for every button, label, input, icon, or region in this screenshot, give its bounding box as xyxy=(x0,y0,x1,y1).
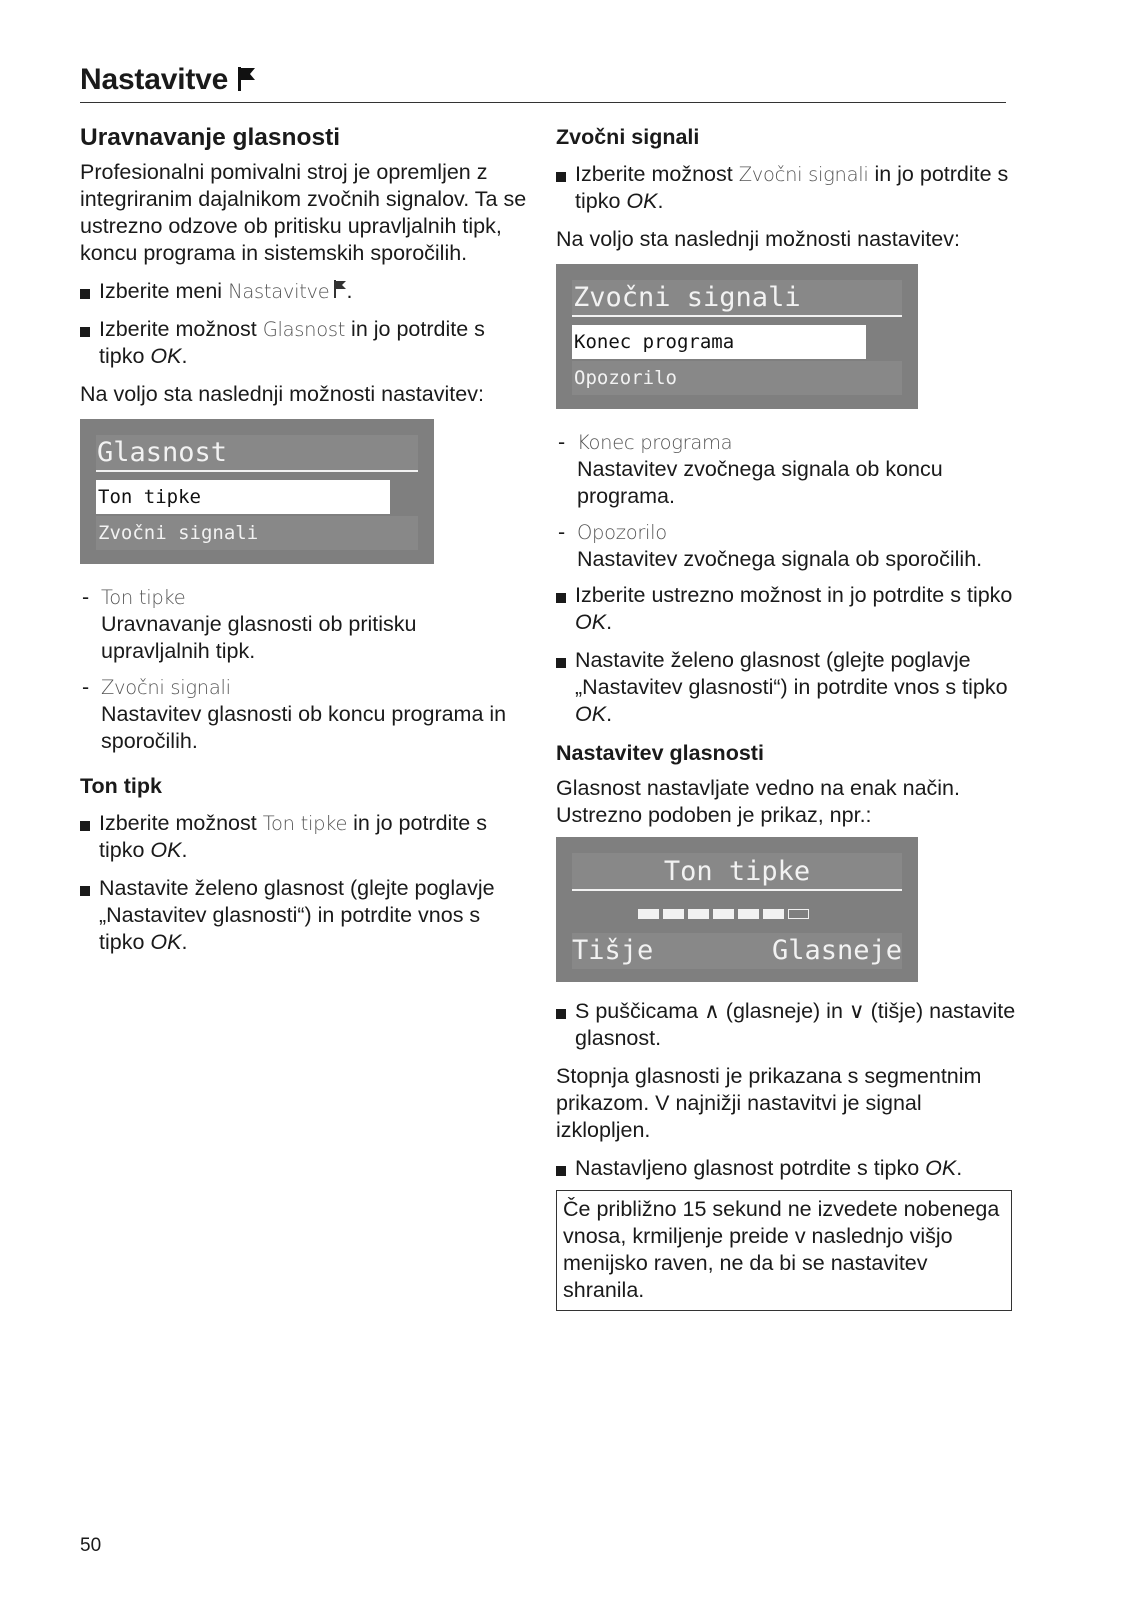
arrow-down-icon: ∨ xyxy=(848,999,865,1023)
volume-segment xyxy=(788,909,809,919)
menu-term: Glasnost xyxy=(262,318,346,341)
menu-term: Ton tipke xyxy=(262,812,348,835)
arrow-up-icon: ∧ xyxy=(704,999,720,1023)
step-item: Izberite možnost Ton tipke in jo potrdite s tipko OK. xyxy=(80,810,530,864)
section-heading: Uravnavanje glasnosti xyxy=(80,124,341,151)
menu-term: Nastavitve xyxy=(228,280,330,303)
option-description: - Konec programa Nastavitev zvočnega signala ob koncu programa. xyxy=(558,430,943,508)
volume-segment xyxy=(713,909,734,919)
display-title: Zvočni signali xyxy=(572,280,902,317)
volume-intro: Glasnost nastavljate vedno na enak način. Ustrezno podoben je prikaz, npr.: xyxy=(556,776,960,827)
page-title: Nastavitve xyxy=(80,63,229,96)
display-scale-labels xyxy=(572,933,902,969)
volume-segment xyxy=(638,909,659,919)
options-intro: Na voljo sta naslednji možnosti nastavitev: xyxy=(556,227,960,251)
flag-icon xyxy=(333,279,347,299)
display-option: Opozorilo xyxy=(572,361,902,395)
step-item: Nastavite želeno glasnost (glejte poglavje „Nastavitev glasnosti“) in potrdite vnos s tipko OK. xyxy=(80,875,530,956)
page-header xyxy=(80,58,1006,103)
display-option: Zvočni signali xyxy=(96,516,418,550)
display-title: Ton tipke xyxy=(572,853,902,891)
volume-segment xyxy=(763,909,784,919)
option-term: Ton tipke xyxy=(101,586,186,609)
display-glasnost xyxy=(80,419,434,564)
volume-segment xyxy=(663,909,684,919)
step-item: Nastavljeno glasnost potrdite s tipko OK. xyxy=(556,1155,1016,1182)
note-box xyxy=(556,1190,1012,1311)
option-description: - Zvočni signali Nastavitev glasnosti ob koncu programa in sporočilih. xyxy=(82,675,507,753)
display-title: Glasnost xyxy=(96,435,418,472)
option-term: Opozorilo xyxy=(577,521,667,544)
option-description: - Ton tipke Uravnavanje glasnosti ob pritisku upravljalnih tipk. xyxy=(82,585,417,663)
subsection-heading: Nastavitev glasnosti xyxy=(556,741,764,765)
right-column xyxy=(556,122,1016,1311)
quieter-label: Tišje xyxy=(572,935,654,966)
step-item: Izberite meni Nastavitve . xyxy=(80,278,530,305)
subsection-heading: Zvočni signali xyxy=(556,125,700,149)
display-selected-option: Ton tipke xyxy=(96,480,390,514)
option-term: Konec programa xyxy=(577,431,733,454)
intro-paragraph: Profesionalni pomivalni stroj je opremljen z integriranim dajalnikom zvočnih signalov. Ta se ustrezno odzove ob pritisku upravljalnih tipk, koncu programa in sistemskih sporočilih. xyxy=(80,160,527,265)
volume-segment-bar xyxy=(638,909,809,919)
step-item: S puščicama ∧ (glasneje) in ∨ (tišje) nastavite glasnost. xyxy=(556,998,1016,1052)
option-description: - Opozorilo Nastavitev zvočnega signala ob sporočilih. xyxy=(558,520,983,571)
flag-icon xyxy=(237,66,257,92)
volume-segment xyxy=(738,909,759,919)
step-item: Izberite možnost Zvočni signali in jo potrdite s tipko OK. xyxy=(556,161,1016,215)
options-intro: Na voljo sta naslednji možnosti nastavitev: xyxy=(80,382,484,406)
menu-term: Zvočni signali xyxy=(738,163,869,186)
segment-description: Stopnja glasnosti je prikazana s segmentnim prikazom. V najnižji nastavitvi je signal izklopljen. xyxy=(556,1064,982,1142)
volume-segment xyxy=(688,909,709,919)
display-selected-option: Konec programa xyxy=(572,325,866,359)
left-column xyxy=(80,122,530,967)
page-number: 50 xyxy=(80,1535,102,1556)
step-item: Nastavite želeno glasnost (glejte poglavje „Nastavitev glasnosti“) in potrdite vnos s tipko OK. xyxy=(556,647,1016,728)
step-item: Izberite ustrezno možnost in jo potrdite s tipko OK. xyxy=(556,582,1016,636)
step-item: Izberite možnost Glasnost in jo potrdite s tipko OK. xyxy=(80,316,530,370)
subsection-heading: Ton tipk xyxy=(80,774,163,798)
display-volume xyxy=(556,837,918,982)
louder-label: Glasneje xyxy=(771,935,902,966)
note-text: Če približno 15 sekund ne izvedete nobenega vnosa, krmiljenje preide v naslednjo višjo menijsko raven, ne da bi se nastavitev shranila. xyxy=(563,1197,1000,1302)
option-term: Zvočni signali xyxy=(101,676,231,699)
display-zvocni-signali xyxy=(556,264,918,409)
